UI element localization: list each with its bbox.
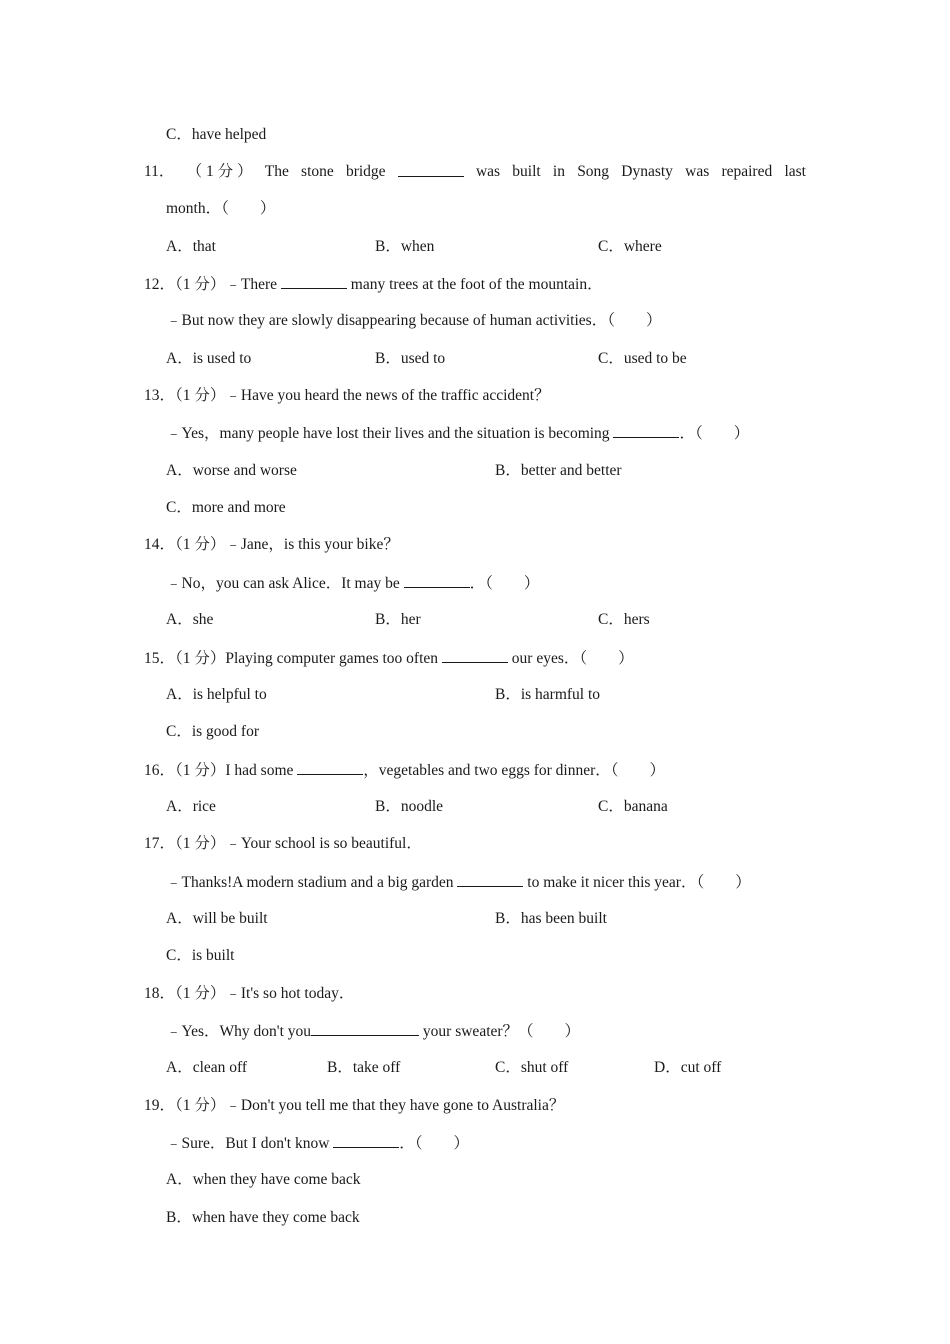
q11-word: in: [552, 163, 565, 180]
q17-option-c: C．is built: [166, 947, 235, 964]
q13-option-a: A．worse and worse: [166, 462, 297, 479]
q12-text: many trees at the foot of the mountain．: [346, 276, 603, 293]
q17-dialogue: [166, 872, 751, 893]
q11-option-a: A．that: [166, 238, 216, 255]
q11-word: stone: [301, 163, 334, 180]
q13-blank: [613, 423, 679, 438]
q17-text: ﹣Thanks!A modern stadium and a big garden: [166, 874, 458, 891]
q13-text: ．（ ）: [679, 425, 750, 442]
q10-option-c: C．have helped: [166, 126, 267, 143]
q19-text: ﹣Sure．But I don't know: [166, 1135, 334, 1152]
q15-text: our eyes．（ ）: [507, 650, 634, 667]
q19-stem: 19．（1 分）﹣Don't you tell me that they have gone to Australia？: [144, 1097, 565, 1114]
q11-word: Song: [577, 163, 610, 180]
q19-blank: [333, 1133, 399, 1148]
q12-dialogue: ﹣But now they are slowly disappearing because of human activities．（ ）: [166, 312, 662, 329]
q11-word: bridge: [345, 163, 386, 180]
q17-blank: [457, 872, 523, 887]
q11-word: The: [264, 163, 289, 180]
q18-text: your sweater？（ ）: [419, 1023, 581, 1040]
q11-word: was: [685, 163, 710, 180]
q14-dialogue: [166, 573, 539, 594]
q11-option-b: B．when: [375, 238, 435, 255]
q11-stem-line2: month．（ ）: [166, 200, 276, 217]
q11-option-c: C．where: [598, 238, 662, 255]
q11-word: last: [784, 163, 806, 180]
q15-option-b: B．is harmful to: [495, 686, 601, 703]
q16-blank: [297, 760, 363, 775]
q17-option-a: A．will be built: [166, 910, 268, 927]
q13-stem: 13．（1 分）﹣Have you heard the news of the traffic accident？: [144, 387, 550, 404]
q11-word: repaired: [721, 163, 773, 180]
q15-blank: [442, 648, 508, 663]
q16-option-b: B．noodle: [375, 798, 444, 815]
q12-blank: [281, 274, 347, 289]
q11-number: 11．: [144, 163, 175, 180]
q11-word: built: [512, 163, 541, 180]
q13-option-b: B．better and better: [495, 462, 622, 479]
q18-blank: [311, 1021, 419, 1036]
q16-option-a: A．rice: [166, 798, 216, 815]
q18-option-a: A．clean off: [166, 1059, 248, 1076]
q13-text: ﹣Yes，many people have lost their lives and the situation is becoming: [166, 425, 614, 442]
q14-option-c: C．hers: [598, 611, 650, 628]
q12-option-a: A．is used to: [166, 350, 252, 367]
q12-option-b: B．used to: [375, 350, 446, 367]
q13-option-c: C．more and more: [166, 499, 286, 516]
q11-stem-line1: [144, 162, 806, 182]
q12-stem: [144, 274, 603, 295]
q14-blank: [404, 573, 470, 588]
q17-option-b: B．has been built: [495, 910, 607, 927]
q14-stem: 14．（1 分）﹣Jane，is this your bike？: [144, 536, 399, 553]
q19-text: ．（ ）: [399, 1135, 470, 1152]
q15-option-c: C．is good for: [166, 723, 260, 740]
q19-option-a: A．when they have come back: [166, 1171, 361, 1188]
q15-text: 15．（1 分）Playing computer games too often: [144, 650, 442, 667]
q18-dialogue: [166, 1021, 580, 1042]
q18-option-c: C．shut off: [495, 1059, 569, 1076]
q15-option-a: A．is helpful to: [166, 686, 267, 703]
q19-dialogue: [166, 1133, 469, 1154]
q11-score: （ 1 分 ）: [186, 163, 253, 180]
q14-option-b: B．her: [375, 611, 421, 628]
q19-option-b: B．when have they come back: [166, 1209, 360, 1226]
q12-option-c: C．used to be: [598, 350, 687, 367]
q14-text: ．（ ）: [469, 575, 540, 592]
q17-stem: 17．（1 分）﹣Your school is so beautiful．: [144, 835, 422, 852]
q14-option-a: A．she: [166, 611, 214, 628]
q14-text: ﹣No，you can ask Alice．It may be: [166, 575, 404, 592]
q16-text: 16．（1 分）I had some: [144, 762, 298, 779]
q11-blank: [398, 162, 464, 177]
q18-text: ﹣Yes．Why don't you: [166, 1023, 312, 1040]
q13-dialogue: [166, 423, 749, 444]
q15-stem: [144, 648, 634, 669]
q18-option-d: D．cut off: [654, 1059, 722, 1076]
q12-text: 12．（1 分）﹣There: [144, 276, 281, 293]
q16-option-c: C．banana: [598, 798, 668, 815]
q18-stem: 18．（1 分）﹣It's so hot today．: [144, 985, 355, 1002]
q16-stem: [144, 760, 665, 781]
q16-text: ，vegetables and two eggs for dinner．（ ）: [363, 762, 666, 779]
q11-word: was: [475, 163, 501, 180]
q11-word: Dynasty: [621, 163, 673, 180]
q18-option-b: B．take off: [327, 1059, 401, 1076]
q17-text: to make it nicer this year．（ ）: [523, 874, 751, 891]
